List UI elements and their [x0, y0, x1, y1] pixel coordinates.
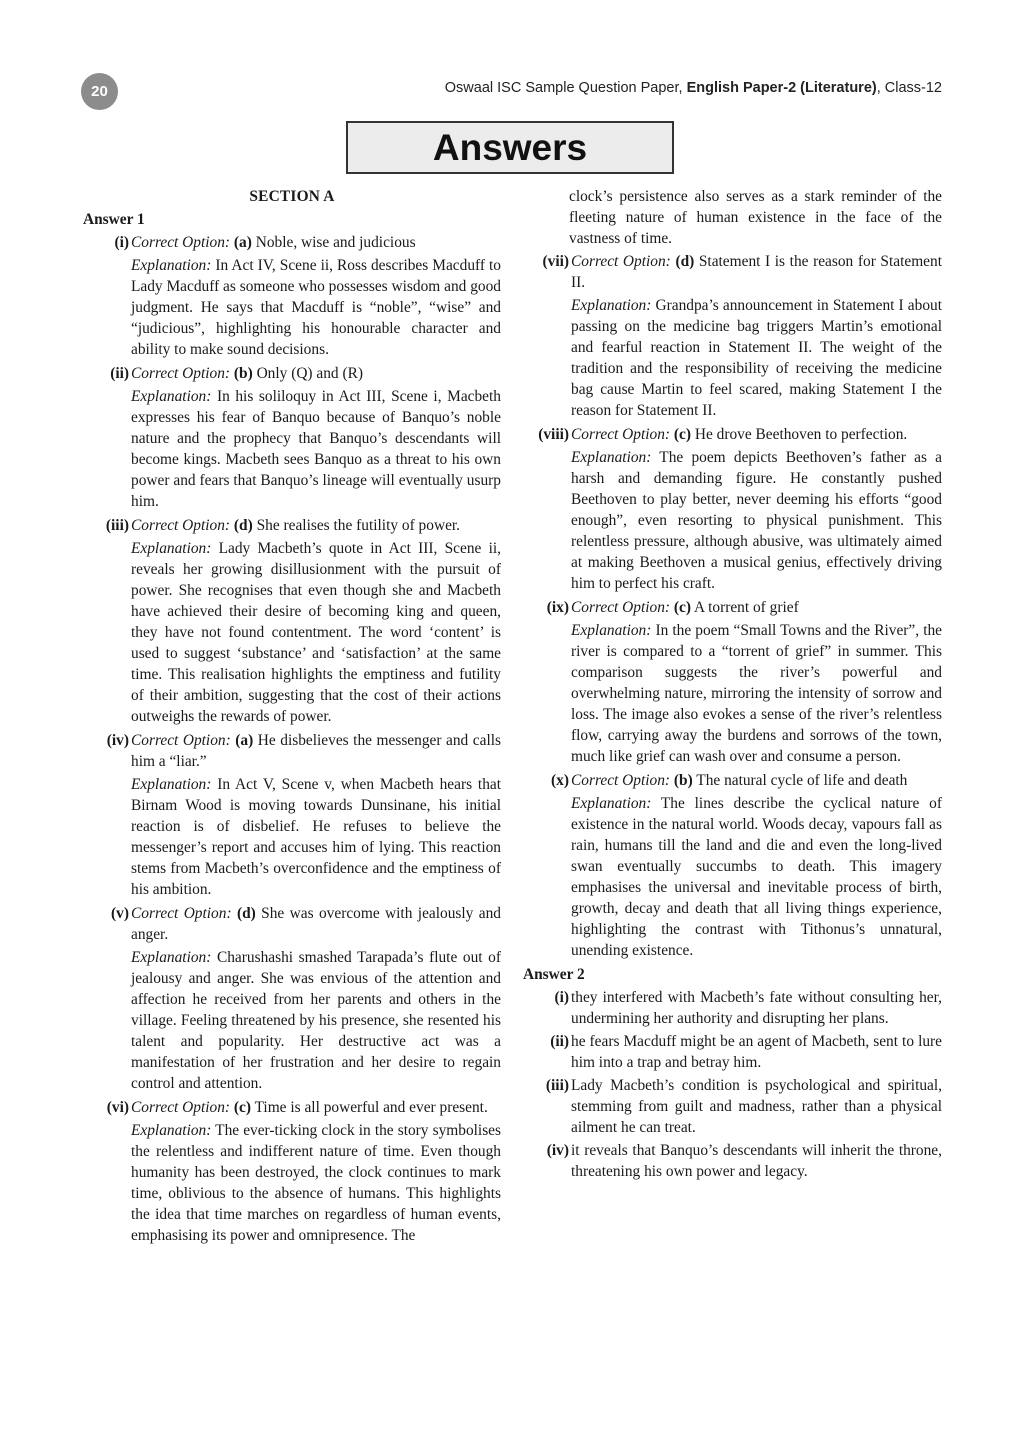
explanation-label: Explanation:: [131, 540, 212, 557]
option-letter: (d): [236, 905, 256, 922]
explanation-text: Charushashi smashed Tarapada’s flute out of jealousy and anger. She was envious of the attention and affection he received from her parents and others in the village. Feeling threatened by his presence, she resented his talent and popularity. Her destructive act was a manifestation of her frustration and her desire to regain control and attention.: [131, 949, 501, 1092]
explanation-text: In Act V, Scene v, when Macbeth hears that Birnam Wood is moving towards Dunsinane, his initial reaction is of disbelief. He refuses to believe the messenger’s report and accuses him of lying. This reaction stems from Macbeth’s overconfidence and the emptiness of his ambition.: [131, 776, 501, 898]
explanation-text: In Act IV, Scene ii, Ross describes Macduff to Lady Macduff as someone who possesses wisdom and good judgment. He says that Macduff is “noble”, “wise” and “judicious”, highlighting his honourable character and ability to make sound decisions.: [131, 257, 501, 358]
option-text: Statement I is the reason for Statement II.: [571, 253, 942, 291]
answer-1-item-ii: [83, 363, 501, 513]
explanation-label: Explanation:: [571, 622, 652, 639]
answer-1-item-viii: [523, 424, 942, 595]
answer-1-item-v: [83, 903, 501, 1095]
option-letter: (c): [673, 599, 691, 616]
item-number: (iv): [546, 1142, 569, 1159]
explanation-label: Explanation:: [131, 949, 212, 966]
answer-1-item-x: [523, 770, 942, 962]
right-column: [523, 186, 942, 1182]
item-number: (i): [114, 234, 129, 251]
correct-option-label: Correct Option:: [571, 253, 671, 270]
option-text: She realises the futility of power.: [252, 517, 461, 534]
explanation-text: In the poem “Small Towns and the River”, the river is compared to a “torrent of grief” in summer. This comparison suggests the river’s powerful and overwhelming nature, mirroring the intensity of sorrow and loss. The image also evokes a sense of the river’s relentless flow, carrying away the burdens and sorrows of the town, much like grief can wash over and consume a person.: [571, 622, 942, 765]
option-text: He drove Beethoven to perfection.: [691, 426, 908, 443]
explanation-text: The poem depicts Beethoven’s father as a harsh and demanding figure. He constantly pushed Beethoven to play better, never deeming his efforts “good enough”, even resorting to physical punishment. This relentless pressure, although abusive, was ultimately aimed at making Beethoven a musical genius, effectively driving him to perfect his craft.: [571, 449, 942, 592]
option-text: He disbelieves the messenger and calls him a “liar.”: [131, 732, 501, 770]
answer-1-heading: Answer 1: [83, 211, 145, 228]
correct-option-label: Correct Option:: [131, 1099, 231, 1116]
answer-text: he fears Macduff might be an agent of Macbeth, sent to lure him into a trap and betray him.: [571, 1033, 942, 1071]
explanation-text: Lady Macbeth’s quote in Act III, Scene ii, reveals her growing disillusionment with the pursuit of power. She recognises that even though she and Macbeth have achieved their desire of becoming king and queen, they have not found contentment. The word ‘content’ is used to suggest ‘substance’ and ‘satisfaction’ at the same time. This realisation highlights the emptiness and futility of their ambition, suggesting that the cost of their actions outweighs the rewards of power.: [131, 540, 501, 725]
explanation-label: Explanation:: [571, 795, 652, 812]
explanation-label: Explanation:: [131, 1122, 212, 1139]
answer-2-item-iii: [523, 1075, 942, 1138]
answer-text: they interfered with Macbeth’s fate without consulting her, undermining her authority and disrupting her plans.: [571, 989, 942, 1027]
answer-2-heading: Answer 2: [523, 966, 585, 983]
running-head-subject: English Paper-2 (Literature): [686, 80, 877, 96]
correct-option-label: Correct Option:: [571, 426, 671, 443]
page-title: Answers: [346, 121, 674, 174]
option-letter: (b): [673, 772, 693, 789]
option-letter: (b): [233, 365, 253, 382]
item-number: (ii): [110, 365, 129, 382]
item-number: (v): [111, 905, 129, 922]
answer-text: Lady Macbeth’s condition is psychological and spiritual, stemming from guilt and madness, rather than a physical ailment he can treat.: [571, 1077, 942, 1136]
option-text: A torrent of grief: [691, 599, 799, 616]
option-text: Time is all powerful and ever present.: [251, 1099, 488, 1116]
explanation-text: In his soliloquy in Act III, Scene i, Macbeth expresses his fear of Banquo because of Banquo’s noble nature and the prophecy that Banquo’s descendants will become kings. Macbeth sees Banquo as a threat to his own power and fears that Banquo’s lineage will eventually usurp him.: [131, 388, 501, 510]
explanation-label: Explanation:: [131, 776, 212, 793]
item-number: (iii): [545, 1077, 569, 1094]
answer-text: it reveals that Banquo’s descendants will inherit the throne, threatening his own power and legacy.: [571, 1142, 942, 1180]
running-head: [445, 80, 942, 96]
option-letter: (c): [233, 1099, 251, 1116]
item-number: (x): [551, 772, 569, 789]
option-letter: (a): [235, 732, 254, 749]
answer-1-item-ix: [523, 597, 942, 768]
explanation-text: Grandpa’s announcement in Statement I about passing on the medicine bag triggers Martin’s emotional and fearful reaction in Statement II. The weight of the tradition and the responsibility of receiving the medicine bag cause Martin to feel scared, making Statement I the reason for Statement II.: [571, 297, 942, 419]
option-text: Only (Q) and (R): [252, 365, 363, 382]
correct-option-label: Correct Option:: [131, 732, 231, 749]
explanation-continuation: clock’s persistence also serves as a stark reminder of the fleeting nature of human existence in the face of the vastness of time.: [569, 188, 942, 247]
option-letter: (c): [673, 426, 691, 443]
option-text: She was overcome with jealously and anger.: [131, 905, 501, 943]
section-title: SECTION A: [249, 188, 335, 205]
answer-2-item-iv: [523, 1140, 942, 1182]
answer-1-item-iv: [83, 730, 501, 901]
item-number: (iv): [106, 732, 129, 749]
item-number: (vi): [106, 1099, 129, 1116]
option-text: The natural cycle of life and death: [692, 772, 908, 789]
option-letter: (d): [675, 253, 695, 270]
explanation-text: The ever-ticking clock in the story symbolises the relentless and indifferent nature of time. Even though humanity has been destroyed, the clock continues to mark time, oblivious to the absence of humans. This highlights the idea that time marches on regardless of human events, emphasising its power and omnipresence. The: [131, 1122, 501, 1244]
answer-1-item-i: [83, 232, 501, 361]
item-number: (ii): [550, 1033, 569, 1050]
correct-option-label: Correct Option:: [571, 599, 671, 616]
explanation-label: Explanation:: [131, 388, 212, 405]
page-number-badge: 20: [81, 73, 118, 110]
correct-option-label: Correct Option:: [131, 905, 232, 922]
option-letter: (a): [233, 234, 252, 251]
explanation-label: Explanation:: [131, 257, 212, 274]
item-number: (vii): [542, 253, 569, 270]
answer-2-item-ii: [523, 1031, 942, 1073]
correct-option-label: Correct Option:: [571, 772, 671, 789]
running-head-prefix: Oswaal ISC Sample Question Paper,: [444, 80, 687, 96]
answer-1-item-vii: [523, 251, 942, 422]
left-column: [83, 186, 501, 1247]
answer-1-item-iii: [83, 515, 501, 728]
item-number: (iii): [105, 517, 129, 534]
option-letter: (d): [233, 517, 253, 534]
item-number: (i): [554, 989, 569, 1006]
explanation-label: Explanation:: [571, 297, 652, 314]
correct-option-label: Correct Option:: [131, 365, 231, 382]
explanation-label: Explanation:: [571, 449, 652, 466]
item-number: (viii): [538, 426, 569, 443]
answer-2-item-i: [523, 987, 942, 1029]
option-text: Noble, wise and judicious: [251, 234, 416, 251]
correct-option-label: Correct Option:: [131, 234, 231, 251]
correct-option-label: Correct Option:: [131, 517, 231, 534]
answer-1-item-vi: [83, 1097, 501, 1247]
running-head-suffix: , Class-12: [876, 80, 942, 96]
item-number: (ix): [546, 599, 569, 616]
explanation-text: The lines describe the cyclical nature of existence in the natural world. Woods decay, vapours fall as rain, humans till the land and die and even the long-lived swan eventually succumbs to death. This imagery emphasises the universal and inevitable process of birth, growth, decay and death that all living things experience, highlighting the contrast with Tithonus’s unnatural, unending existence.: [571, 795, 942, 959]
